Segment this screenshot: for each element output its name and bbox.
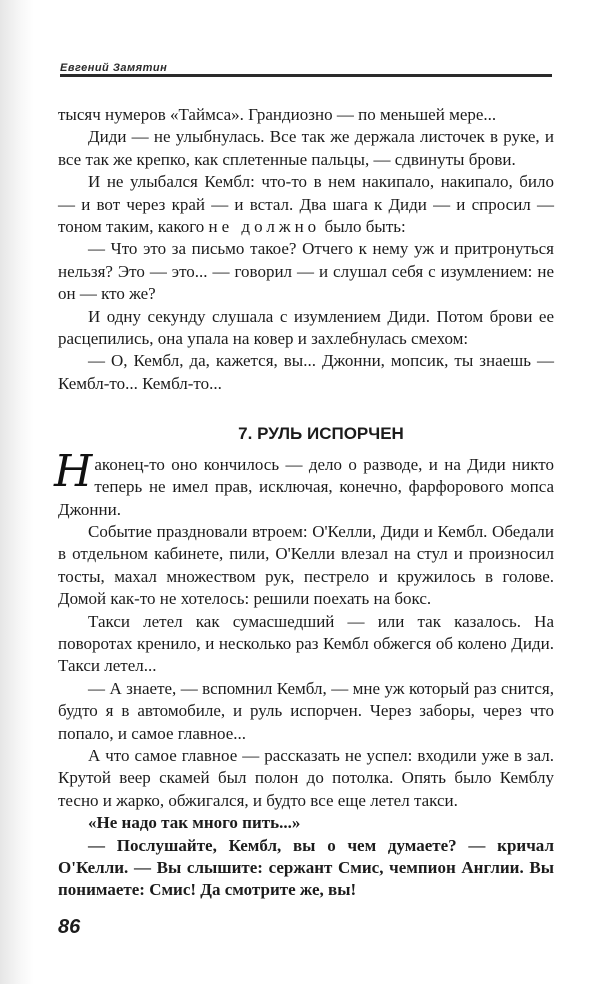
paragraph: И одну секунду слушала с изумлением Диди. Потом брови ее расцепились, она упала на ковер и захлебнулась смехом: <box>58 306 554 349</box>
chapter-first-paragraph <box>54 445 554 521</box>
text-run: было быть: <box>320 217 406 237</box>
paragraph: Диди — не улыбнулась. Все так же держала листочек в руке, и все так же крепко, как сплетенные пальцы, — сдвинуты брови. <box>58 127 554 169</box>
header-author: Евгений Замятин <box>60 62 168 74</box>
paragraph-bold: — Послушайте, Кембл, вы о чем думаете? — кричал О'Келли. — Вы слышите: сержант Смис, чемпион Англии. Вы понимаете: Смис! Да смотрите же, вы! <box>58 835 554 900</box>
page-number: 86 <box>58 916 81 938</box>
paragraph-bold: «Не надо так много пить...» <box>88 813 301 833</box>
paragraph: тысяч нумеров «Таймса». Грандиозно — по меньшей мере... <box>58 105 497 124</box>
paragraph: — Что это за письмо такое? Отчего к нему уж и притронуться нельзя? Это — это... — говорил — и слушал себя с изумлением: не он — кто же? <box>58 239 554 304</box>
paragraph: — А знаете, — вспомнил Кембл, — мне уж который раз снится, будто я в автомобиле, и руль испорчен. Через заборы, через что попало, и самое главное... <box>58 678 554 743</box>
chapter-heading: 7. РУЛЬ ИСПОРЧЕН <box>238 424 404 444</box>
paragraph: Событие праздновали втроем: О'Келли, Диди и Кембл. Обедали в отдельном кабинете, пили, О'Келли влезал на стул и произносил тосты, махал множеством рук, пестрело и кружилось в голове. Домой как-то не хотелось: решили поехать на бокс. <box>58 521 554 609</box>
paragraph: — О, Кембл, да, кажется, вы... Джонни, мопсик, ты знаешь — Кембл-то... Кембл-то... <box>58 351 554 393</box>
paragraph: Такси летел как сумасшедший — или так казалось. На поворотах кренило, и несколько раз Кембл обжегся об колено Диди. Такси летел... <box>58 611 554 676</box>
paragraph: А что самое главное — рассказать не успел: входили уже в зал. Крутой веер скамей был полон до потолка. Опять было Кемблу тесно и жарко, обжигался, и будто все еще летел такси. <box>58 745 554 810</box>
page-edge-shadow <box>0 0 34 984</box>
paragraph-spaced <box>58 171 554 238</box>
page-body <box>54 104 554 902</box>
drop-cap: Н <box>54 445 93 497</box>
text-run: аконец-то оно кончилось — дело о разводе, и на Диди никто теперь не имел прав, исключая, конечно, фарфорового мопса Джонни. <box>58 454 554 519</box>
spaced-emphasis: не должно <box>208 217 321 237</box>
running-header <box>60 58 552 77</box>
text-run: И не улыбался Кембл: что-то в нем накипало, накипало, било — и вот через край — и встал. Два шага к Диди — и спросил — тоном таким, какого <box>58 172 554 237</box>
